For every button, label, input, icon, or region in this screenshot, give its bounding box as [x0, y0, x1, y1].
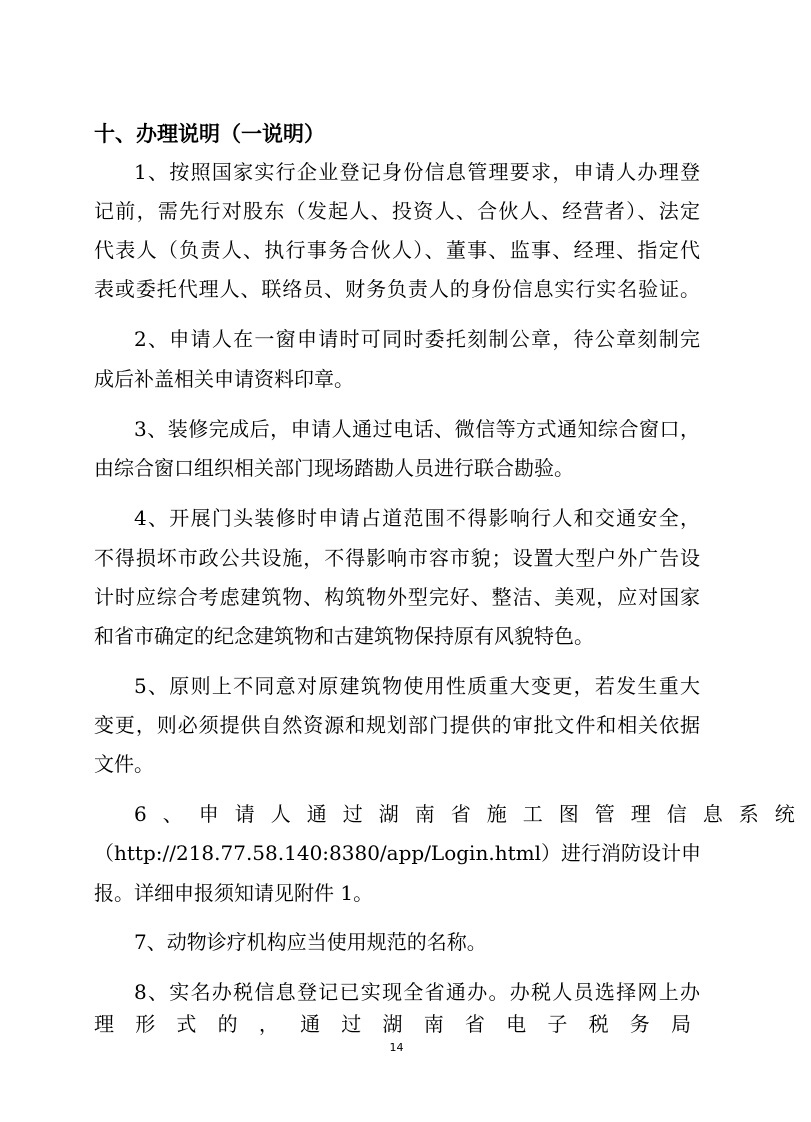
paragraph-line: 3、装修完成后，申请人通过电话、微信等方式通知综合窗口， [134, 417, 700, 441]
section-heading: 十、办理说明（一说明） [94, 122, 325, 146]
paragraph-line: （http://218.77.58.140:8380/app/Login.html）进行消防设计申 [94, 841, 701, 865]
paragraph-line: 2、申请人在一窗申请时可同时委托刻制公章，待公章刻制完 [134, 327, 700, 351]
page-number: 14 [389, 1041, 404, 1054]
paragraph-line: 和省市确定的纪念建筑物和古建筑物保持原有风貌特色。 [94, 624, 594, 648]
paragraph-line: 代表人（负责人、执行事务合伙人）、董事、监事、经理、指定代 [94, 238, 700, 262]
paragraph-line: 7、动物诊疗机构应当使用规范的名称。 [134, 930, 487, 954]
paragraph-line: 1、按照国家实行企业登记身份信息管理要求，申请人办理登 [134, 160, 700, 184]
paragraph-line: 理形式的，通过湖南省电子税务局 [94, 1012, 700, 1036]
paragraph-line: 成后补盖相关申请资料印章。 [94, 367, 354, 391]
paragraph-line: 变更，则必须提供自然资源和规划部门提供的审批文件和相关依据 [94, 713, 700, 737]
paragraph-line: 8、实名办税信息登记已实现全省通办。办税人员选择网上办 [134, 980, 700, 1004]
paragraph-line: 由综合窗口组织相关部门现场踏勘人员进行联合勘验。 [94, 456, 574, 480]
paragraph-line: 6、申请人通过湖南省施工图管理信息系统 [134, 802, 811, 826]
paragraph-line: 计时应综合考虑建筑物、构筑物外型完好、整洁、美观，应对国家 [94, 585, 700, 609]
paragraph-line: 文件。 [94, 752, 154, 776]
paragraph-line: 报。详细申报须知请见附件 1。 [94, 881, 374, 905]
paragraph-line: 记前，需先行对股东（发起人、投资人、合伙人、经营者）、法定 [94, 199, 700, 223]
paragraph-line: 5、原则上不同意对原建筑物使用性质重大变更，若发生重大 [134, 674, 700, 698]
paragraph-line: 4、开展门头装修时申请占道范围不得影响行人和交通安全， [134, 506, 700, 530]
paragraph-line: 不得损坏市政公共设施，不得影响市容市貌；设置大型户外广告设 [94, 546, 700, 570]
paragraph-line: 表或委托代理人、联络员、财务负责人的身份信息实行实名验证。 [94, 277, 700, 301]
